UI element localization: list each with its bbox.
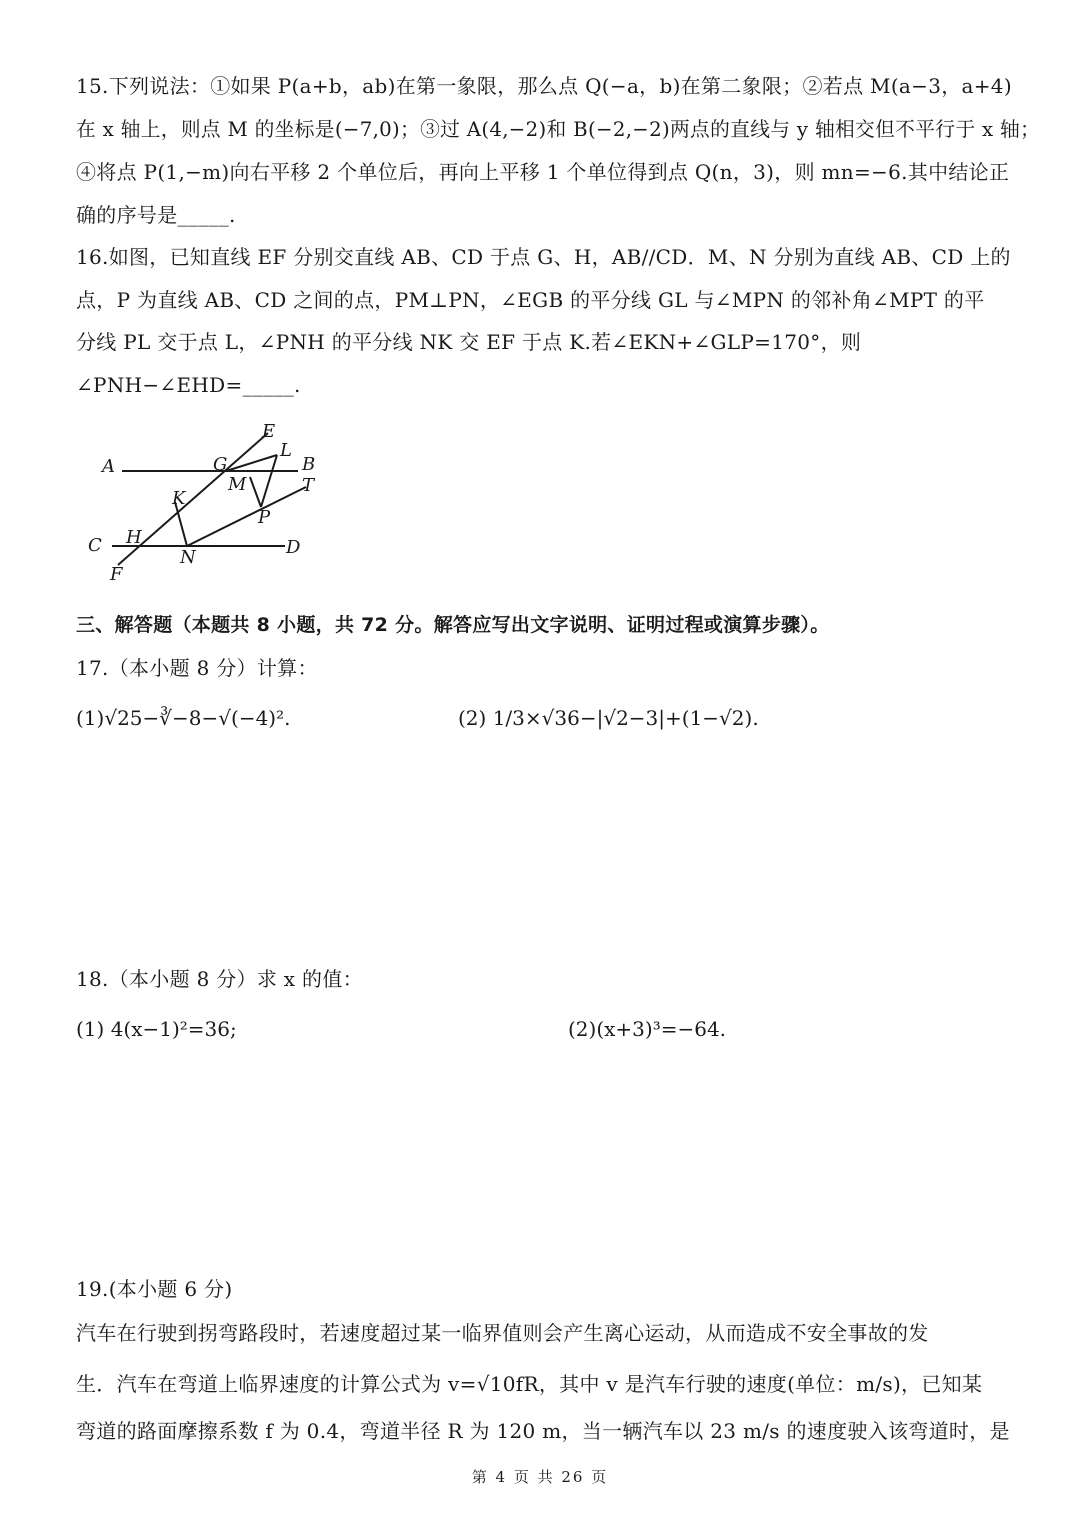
problem-18-part-1: (1) 4(x−1)²=36; xyxy=(76,1017,237,1041)
problem-16-line-3: 分线 PL 交于点 L，∠PNH 的平分线 NK 交 EF 于点 K.若∠EKN+∠GLP=170°，则 xyxy=(76,330,862,354)
problem-15-line-3: ④将点 P(1,−m)向右平移 2 个单位后，再向上平移 1 个单位得到点 Q(n，3)，则 mn=−6.其中结论正 xyxy=(76,160,1010,184)
problem-16-line-2: 点，P 为直线 AB、CD 之间的点，PM⊥PN，∠EGB 的平分线 GL 与∠MPN 的邻补角∠MPT 的平 xyxy=(76,288,985,312)
label-N: N xyxy=(180,547,196,568)
label-L: L xyxy=(280,440,292,461)
problem-15-line-1: 15.下列说法：①如果 P(a+b，ab)在第一象限，那么点 Q(−a，b)在第二象限；②若点 M(a−3，a+4) xyxy=(76,74,1012,98)
page-footer: 第 4 页 共 26 页 xyxy=(471,1468,609,1486)
problem-19-line-3: 弯道的路面摩擦系数 f 为 0.4，弯道半径 R 为 120 m，当一辆汽车以 23 m/s 的速度驶入该弯道时，是 xyxy=(76,1419,1010,1443)
label-F: F xyxy=(110,564,123,585)
label-D: D xyxy=(286,537,301,558)
problem-16-line-1: 16.如图，已知直线 EF 分别交直线 AB、CD 于点 G、H，AB//CD．M、N 分别为直线 AB、CD 上的 xyxy=(76,245,1011,269)
problem-16-line-4: ∠PNH−∠EHD=_____. xyxy=(76,373,301,397)
label-K: K xyxy=(172,488,186,509)
label-H: H xyxy=(126,527,142,548)
label-M: M xyxy=(228,474,247,495)
problem-19-line-2: 生．汽车在弯道上临界速度的计算公式为 v=√10fR，其中 v 是汽车行驶的速度(单位：m/s)，已知某 xyxy=(76,1372,983,1396)
problem-17-heading: 17.（本小题 8 分）计算： xyxy=(76,656,318,680)
label-E: E xyxy=(262,421,276,442)
problem-18-part-2: (2)(x+3)³=−64. xyxy=(568,1017,727,1041)
problem-16-figure xyxy=(80,415,340,590)
label-C: C xyxy=(88,535,102,556)
label-A: A xyxy=(102,456,115,477)
label-G: G xyxy=(213,454,228,475)
problem-19-heading: 19.(本小题 6 分) xyxy=(76,1277,233,1301)
label-P: P xyxy=(258,507,271,528)
section-3-heading: 三、解答题（本题共 8 小题，共 72 分。解答应写出文字说明、证明过程或演算步骤）。 xyxy=(76,614,830,636)
problem-18-heading: 18.（本小题 8 分）求 x 的值： xyxy=(76,967,363,991)
problem-19-line-1: 汽车在行驶到拐弯路段时，若速度超过某一临界值则会产生离心运动，从而造成不安全事故的发 xyxy=(76,1321,929,1345)
label-B: B xyxy=(302,454,316,475)
problem-17-part-1: (1)√25−∛−8−√(−4)². xyxy=(76,706,291,730)
label-T: T xyxy=(302,475,315,496)
problem-17-part-2: (2) 1/3×√36−|√2−3|+(1−√2). xyxy=(458,706,759,730)
problem-15-line-2: 在 x 轴上，则点 M 的坐标是(−7,0)；③过 A(4,−2)和 B(−2,−2)两点的直线与 y 轴相交但不平行于 x 轴； xyxy=(76,117,1041,141)
problem-15-line-4: 确的序号是_____. xyxy=(76,203,236,227)
